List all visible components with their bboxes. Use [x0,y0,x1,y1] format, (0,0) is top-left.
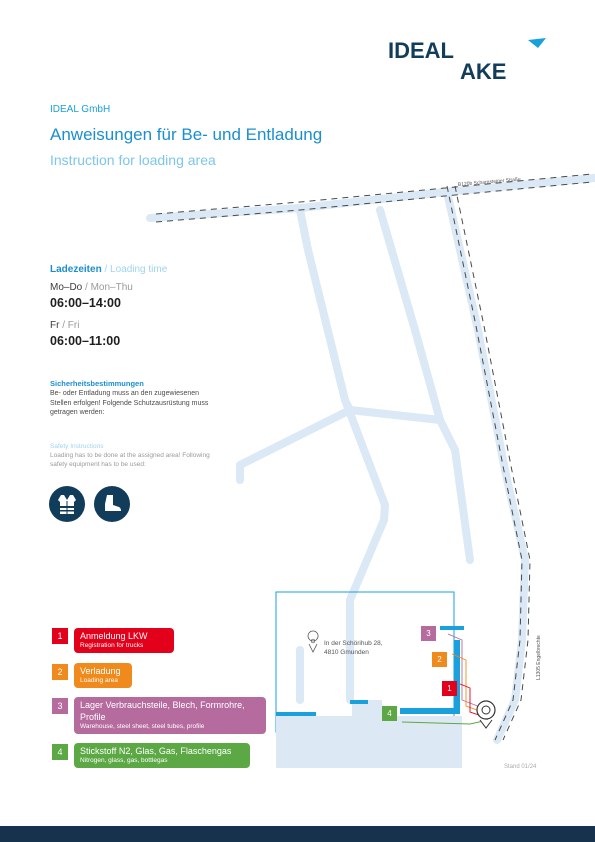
map-marker-2: 2 [432,652,447,667]
loading-heading-de: Ladezeiten [50,264,102,275]
legend-item-registration [74,628,174,653]
time-fri: 06:00–11:00 [50,334,121,348]
stand-date: Stand 01/24 [504,764,537,770]
address-pin-icon [308,631,318,652]
legend-item-gas [74,743,250,768]
legend-main-text: Verladung [80,666,121,676]
legend-main-text: Lager Verbrauchsteile, Blech, Formrohre, Profile [80,700,245,722]
safety-vest-icon [49,486,85,522]
map-marker-4: 4 [382,706,397,721]
day-label-de: Fr [50,320,60,331]
time-mon-thu: 06:00–14:00 [50,296,121,310]
legend-main-text: Anmeldung LKW [80,631,148,641]
legend-number-3: 3 [52,698,68,714]
safety-heading-en: Safety Instructions [50,443,104,450]
safety-heading: Sicherheitsbestimmungen [50,379,144,388]
legend-item-loading [74,663,132,688]
day-label-mon-thu [50,282,133,293]
footer-band [0,826,595,842]
legend-sub-text: Loading area [80,677,118,684]
legend-sub-text: Nitrogen, glass, gas, bottlegas [80,757,168,764]
page-subtitle: Instruction for loading area [50,152,216,168]
day-label-sep: / [85,282,88,293]
day-label-en: Mon–Thu [90,282,133,293]
logo-top-text: IDEAL [388,38,454,63]
day-label-sep: / [62,320,66,331]
legend-main-text: Stickstoff N2, Glas, Gas, Flaschengas [80,746,232,756]
address-line-1: In der Schörihub 28, [324,640,383,647]
company-name: IDEAL GmbH [50,104,111,115]
map-marker-3: 3 [421,626,436,641]
address-line-2: 4810 Gmunden [324,648,369,656]
legend-number-4: 4 [52,744,68,760]
loading-heading-sep: / [104,264,108,275]
safety-text-en: Loading has to be done at the assigned area! Following safety equipment has to be used: [50,452,210,468]
legend-number-1: 1 [52,628,68,644]
legend-item-warehouse [74,697,266,734]
location-pin-icon [477,701,495,728]
legend-sub-text: Registration for trucks [80,642,144,649]
legend-sub-text: Warehouse, steel sheet, steel tubes, profile [80,723,205,730]
logo-bottom-text: AKE [460,59,507,82]
loading-heading-en: Loading time [110,264,168,275]
loading-time-heading [50,264,167,275]
day-label-fri [50,320,79,331]
legend-number-2: 2 [52,664,68,680]
road-label-right: L1305 Engelbrechte [536,635,542,680]
page-title: Anweisungen für Be- und Entladung [50,125,323,144]
day-label-de: Mo–Do [50,282,83,293]
road-label-top: B120b Scharnsteiner Straße [457,176,522,188]
day-label-en: Fri [67,320,80,331]
ideal-ake-logo [388,38,548,82]
safety-boots-icon [94,486,130,522]
site-address [324,640,383,657]
map-marker-1: 1 [442,681,457,696]
safety-text-de: Be- oder Entladung muss an den zugewiesenen Stellen erfolgen! Folgende Schutzausrüstung muss getragen werden: [50,390,209,417]
